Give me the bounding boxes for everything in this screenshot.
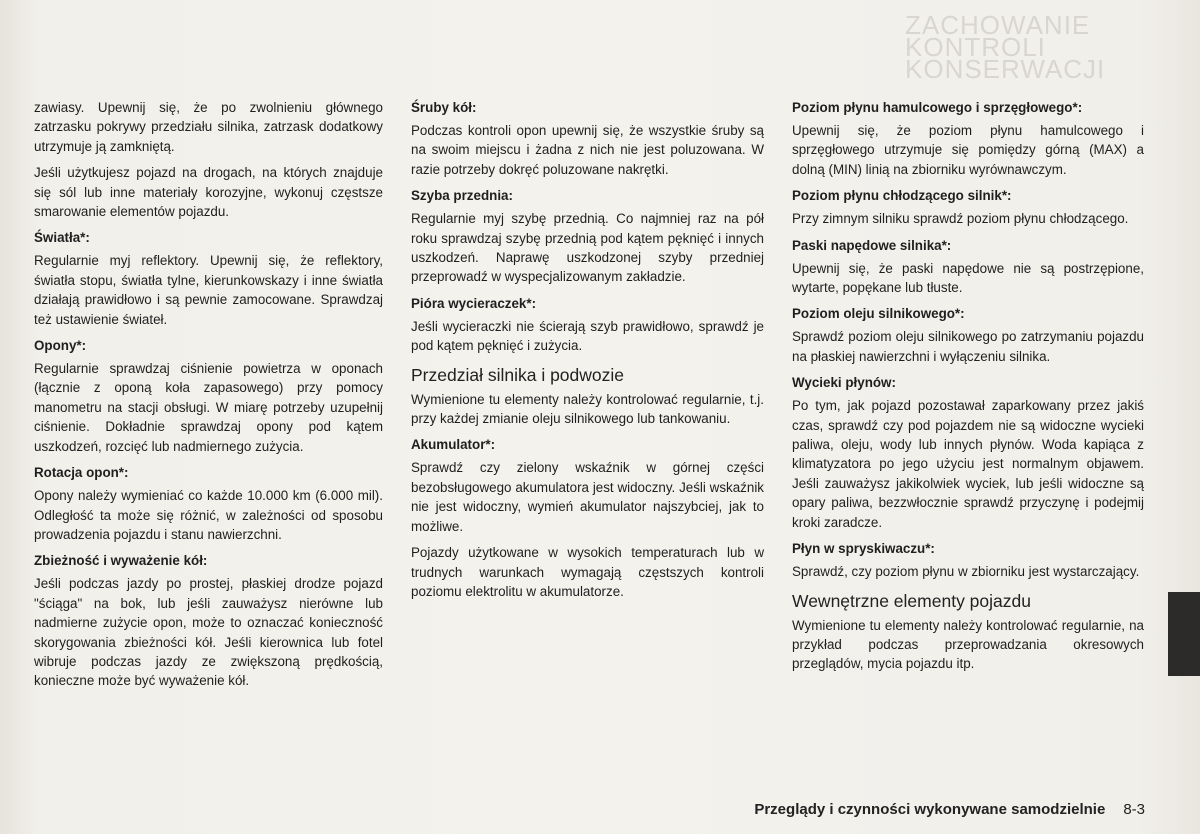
paragraph: Regularnie myj reflektory. Upewnij się, że reflektory, światła stopu, światła tylne, kierunkowskazy i inne światła działają prawidłowo i są pewnie zamocowane. Sprawdzaj też ustawienie świateł.: [34, 253, 383, 327]
subsection-heading: Rotacja opon*:: [34, 465, 129, 481]
footer-section-title: Przeglądy i czynności wykonywane samodzielnie: [754, 801, 1106, 818]
paragraph: Przy zimnym silniku sprawdź poziom płynu chłodzącego.: [792, 211, 1129, 227]
subsection-heading: Zbieżność i wyważenie kół:: [34, 553, 208, 569]
paragraph: Wymienione tu elementy należy kontrolować regularnie, na przykład podczas przeprowadzania okresowych przeglądów, mycia pojazdu itp.: [792, 617, 1144, 672]
paragraph: Upewnij się, że poziom płynu hamulcowego i sprzęgłowego utrzymuje się pomiędzy górną (MAX) a dolną (MIN) linią na zbiorniku wyrównawczym.: [792, 123, 1144, 177]
text-column-middle: [411, 98, 764, 608]
paragraph: Podczas kontroli opon upewnij się, że wszystkie śruby są na swoim miejscu i żadna z nich nie jest poluzowana. W razie potrzeby dokręć poluzowane nakrętki.: [411, 123, 764, 177]
paragraph: Jeśli podczas jazdy po prostej, płaskiej drodze pojazd "ściąga" na bok, lub jeśli zauważysz nierówne lub nadmierne zużycie opon, może to oznaczać konieczność skorygowania zbieżności kół. Jeśli kierownica lub fotel wibruje podczas jazdy ze zwiększoną prędkością, konieczne może być wyważenie kół.: [34, 576, 383, 689]
subsection-heading: Opony*:: [34, 338, 87, 354]
bleed-through-line-1: ZACHOWANIE KONTROLI: [905, 10, 1091, 62]
paragraph: Pojazdy użytkowane w wysokich temperaturach lub w trudnych warunkach wymagają częstszych kontroli poziomu elektrolitu w akumulatorze.: [411, 545, 764, 599]
section-heading: Wewnętrzne elementy pojazdu: [792, 590, 1031, 611]
subsection-heading: Wycieki płynów:: [792, 375, 896, 391]
subsection-heading: Pióra wycieraczek*:: [411, 295, 537, 311]
bleed-through-line-2: KONSERWACJI: [905, 54, 1106, 84]
bleed-through-header: [905, 10, 1200, 84]
paragraph: Jeśli użytkujesz pojazd na drogach, na których znajduje się sól lub inne materiały korozyjne, wykonuj częstsze smarowanie elementów pojazdu.: [34, 165, 383, 220]
text-column-left: [34, 98, 383, 698]
subsection-heading: Paski napędowe silnika*:: [792, 237, 952, 253]
subsection-heading: Światła*:: [34, 230, 90, 246]
paragraph: Opony należy wymieniać co każde 10.000 km (6.000 mil). Odległość ta może się różnić, w zależności od sposobu prowadzenia pojazdu i stanu nawierzchni.: [34, 488, 383, 542]
paragraph: Jeśli wycieraczki nie ścierają szyb prawidłowo, sprawdź je pod kątem pęknięć i zużycia.: [411, 318, 764, 354]
chapter-thumb-tab: [1168, 592, 1200, 676]
subsection-heading: Akumulator*:: [411, 437, 496, 453]
paragraph: Sprawdź, czy poziom płynu w zbiorniku jest wystarczający.: [792, 564, 1140, 580]
subsection-heading: Szyba przednia:: [411, 188, 513, 204]
paragraph: Wymienione tu elementy należy kontrolować regularnie, t.j. przy każdej zmianie oleju silnikowego lub tankowaniu.: [411, 391, 764, 427]
paragraph: Regularnie sprawdzaj ciśnienie powietrza w oponach (łącznie z oponą koła zapasowego) przy pomocy manometru na stacji obsługi. W miarę potrzeby uzupełnij ciśnienie. Dokładnie sprawdzaj opony pod kątem uszkodzeń, rozcięć lub nadmiernego zużycia.: [34, 361, 383, 454]
paragraph: zawiasy. Upewnij się, że po zwolnieniu głównego zatrzasku pokrywy przedziału silnika, zatrzask dodatkowy utrzymuje ją zamkniętą.: [34, 100, 383, 154]
text-column-right: [792, 98, 1144, 681]
section-heading: Przedział silnika i podwozie: [411, 364, 625, 385]
paragraph: Sprawdź czy zielony wskaźnik w górnej części bezobsługowego akumulatora jest widoczny. Jeśli wskaźnik nie jest widoczny, wymień akumulator najszybciej, jak to możliwe.: [411, 460, 764, 534]
subsection-heading: Płyn w spryskiwaczu*:: [792, 541, 935, 557]
subsection-heading: Poziom płynu hamulcowego i sprzęgłowego*:: [792, 100, 1083, 115]
paragraph: Sprawdź poziom oleju silnikowego po zatrzymaniu pojazdu na płaskiej nawierzchni i wyłączeniu silnika.: [792, 329, 1144, 364]
page-footer: [754, 801, 1145, 818]
page-number: 8-3: [1123, 801, 1145, 818]
paragraph: Upewnij się, że paski napędowe nie są postrzępione, wytarte, popękane lub tłuste.: [792, 260, 1144, 296]
paragraph: Po tym, jak pojazd pozostawał zaparkowany przez jakiś czas, sprawdź czy pod pojazdem nie są widoczne wycieki paliwa, oleju, wody lub innych płynów. Woda kapiąca z klimatyzatora po jego użyciu jest normalnym objawem. Jeśli zauważysz jakikolwiek wyciek, lub jeśli widoczne są opary paliwa, bezzwłocznie sprawdź przyczynę i podejmij kroki zaradcze.: [792, 398, 1144, 530]
subsection-heading: Poziom płynu chłodzącego silnik*:: [792, 188, 1012, 204]
subsection-heading: Śruby kół:: [411, 100, 477, 115]
paragraph: Regularnie myj szybę przednią. Co najmniej raz na pół roku sprawdzaj szybę przednią pod kątem pęknięć i innych uszkodzeń. Naprawę uszkodzonej szyby przedniej przeprowadź w wyspecjalizowanym zakładzie.: [411, 211, 764, 285]
subsection-heading: Poziom oleju silnikowego*:: [792, 306, 965, 322]
